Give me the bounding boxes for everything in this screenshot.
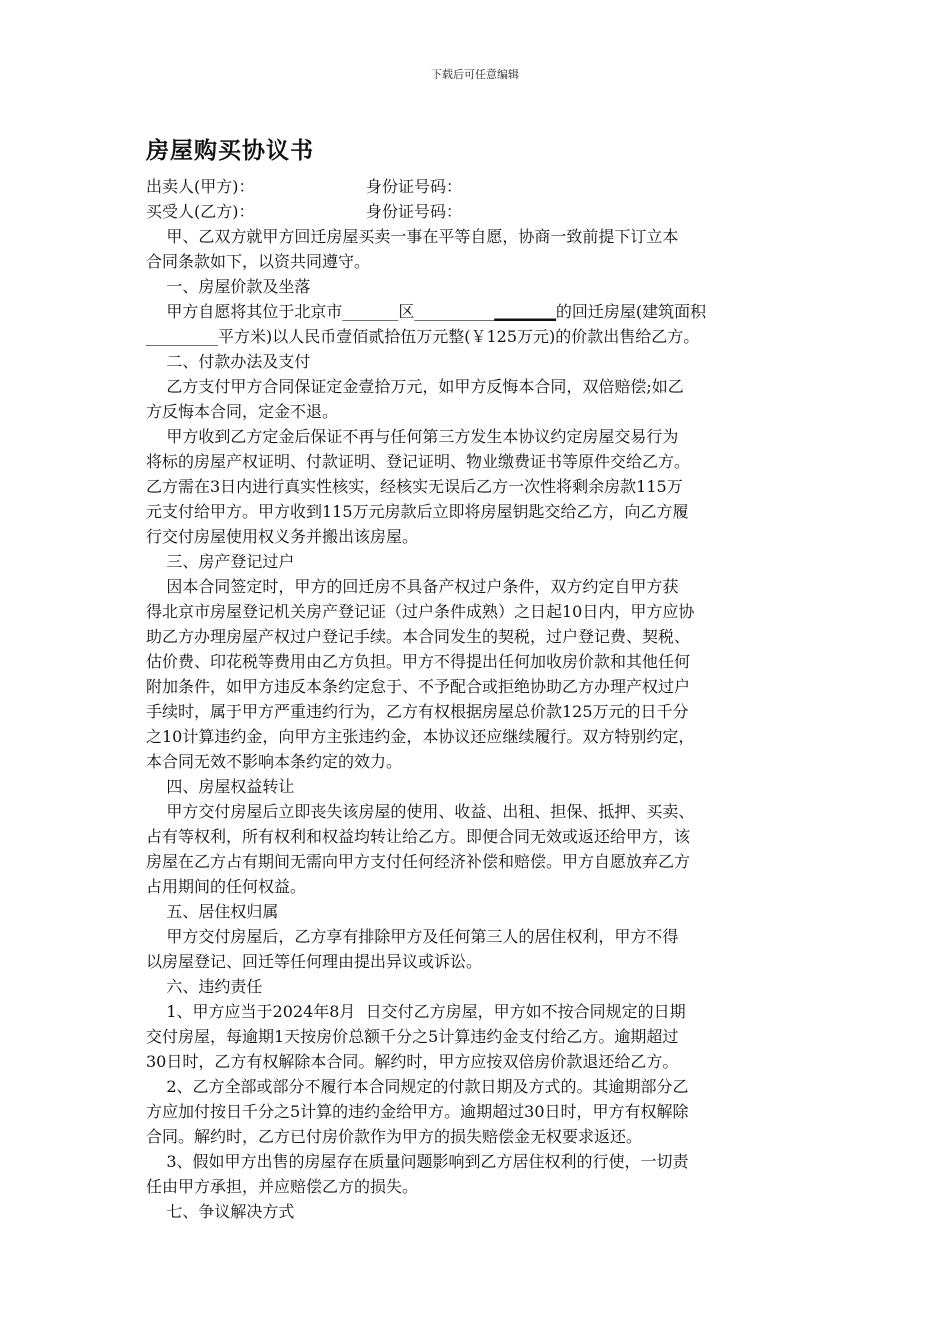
document-line: 30日时，乙方有权解除本合同。解约时，甲方应按双倍房价款退还给乙方。 <box>146 1052 679 1071</box>
document-line: 甲方自愿将其位于北京市_______区__________▁▁▁▁▁的回迁房屋(建筑面积 <box>146 302 707 321</box>
document-line: 之10计算违约金，向甲方主张违约金，本协议还应继续履行。双方特别约定， <box>146 727 695 746</box>
document-line: 任由甲方承担，并应赔偿乙方的损失。 <box>146 1177 419 1196</box>
seller-label: 出卖人(甲方)： <box>146 177 255 196</box>
document-line: 合同条款如下，以资共同遵守。 <box>146 252 371 271</box>
document-line: 2、乙方全部或部分不履行本合同规定的付款日期及方式的。其逾期部分乙 <box>146 1077 689 1096</box>
document-line: 三、房产登记过户 <box>146 552 295 571</box>
document-line: _________平方米)以人民币壹佰贰拾伍万元整(￥125万元)的价款出售给乙方。 <box>146 327 700 346</box>
document-title: 房屋购买协议书 <box>146 137 314 164</box>
document-line: 方反悔本合同，定金不退。 <box>146 402 339 421</box>
document-line: 占有等权利，所有权利和权益均转让给乙方。即便合同无效或返还给甲方，该 <box>146 827 691 846</box>
document-line: 行交付房屋使用权义务并搬出该房屋。 <box>146 527 419 546</box>
document-line: 1、甲方应当于2024年8月 日交付乙方房屋，甲方如不按合同规定的日期 <box>146 1002 686 1021</box>
document-line: 乙方支付甲方合同保证定金壹拾万元，如甲方反悔本合同，双倍赔偿;如乙 <box>146 377 684 396</box>
document-line: 甲方交付房屋后立即丧失该房屋的使用、收益、出租、担保、抵押、买卖、 <box>146 802 695 821</box>
document-line: 甲方收到乙方定金后保证不再与任何第三方发生本协议约定房屋交易行为 <box>146 427 679 446</box>
buyer-line <box>146 199 806 224</box>
document-line: 六、违约责任 <box>146 977 263 996</box>
document-line: 四、房屋权益转让 <box>146 777 295 796</box>
document-line: 因本合同签定时，甲方的回迁房不具备产权过户条件，双方约定自甲方获 <box>146 577 679 596</box>
header-note: 下载后可任意编辑 <box>431 68 519 81</box>
document-line: 交付房屋，每逾期1天按房价总额千分之5计算违约金支付给乙方。逾期超过 <box>146 1027 679 1046</box>
document-line: 估价费、印花税等费用由乙方负担。甲方不得提出任何加收房价款和其他任何 <box>146 652 691 671</box>
document-line: 得北京市房屋登记机关房产登记证（过户条件成熟）之日起10日内，甲方应协 <box>146 602 695 621</box>
document-line: 合同。解约时，乙方已付房价款作为甲方的损失赔偿金无权要求返还。 <box>146 1127 643 1146</box>
document-line: 一、房屋价款及坐落 <box>146 277 311 296</box>
buyer-id-label: 身份证号码： <box>366 202 463 221</box>
document-line: 二、付款办法及支付 <box>146 352 311 371</box>
document-line: 占用期间的任何权益。 <box>146 877 307 896</box>
document-line: 乙方需在3日内进行真实性核实，经核实无误后乙方一次性将剩余房款115万 <box>146 477 683 496</box>
document-line: 房屋在乙方占有期间无需向甲方支付任何经济补偿和赔偿。甲方自愿放弃乙方 <box>146 852 691 871</box>
document-line: 以房屋登记、回迁等任何理由提出异议或诉讼。 <box>146 952 483 971</box>
seller-line <box>146 174 806 199</box>
document-line: 方应加付按日千分之5计算的违约金给甲方。逾期超过30日时，甲方有权解除 <box>146 1102 689 1121</box>
body-lines <box>146 224 806 1224</box>
document-line: 附加条件，如甲方违反本条约定怠于、不予配合或拒绝协助乙方办理产权过户 <box>146 677 691 696</box>
document-line: 本合同无效不影响本条约定的效力。 <box>146 752 403 771</box>
document-line: 甲方交付房屋后，乙方享有排除甲方及任何第三人的居住权利，甲方不得 <box>146 927 679 946</box>
document-line: 元支付给甲方。甲方收到115万元房款后立即将房屋钥匙交给乙方，向乙方履 <box>146 502 689 521</box>
document-line: 五、居住权归属 <box>146 902 279 921</box>
buyer-label: 买受人(乙方)： <box>146 202 255 221</box>
seller-id-label: 身份证号码： <box>366 177 463 196</box>
document-line: 七、争议解决方式 <box>146 1202 295 1221</box>
document-line: 手续时，属于甲方严重违约行为，乙方有权根据房屋总价款125万元的日千分 <box>146 702 689 721</box>
document-body <box>146 174 806 1224</box>
document-line: 助乙方办理房屋产权过户登记手续。本合同发生的契税，过户登记费、契税、 <box>146 627 691 646</box>
document-line: 3、假如甲方出售的房屋存在质量问题影响到乙方居住权利的行使，一切责 <box>146 1152 689 1171</box>
document-line: 甲、乙双方就甲方回迁房屋买卖一事在平等自愿，协商一致前提下订立本 <box>146 227 679 246</box>
document-line: 将标的房屋产权证明、付款证明、登记证明、物业缴费证书等原件交给乙方。 <box>146 452 691 471</box>
